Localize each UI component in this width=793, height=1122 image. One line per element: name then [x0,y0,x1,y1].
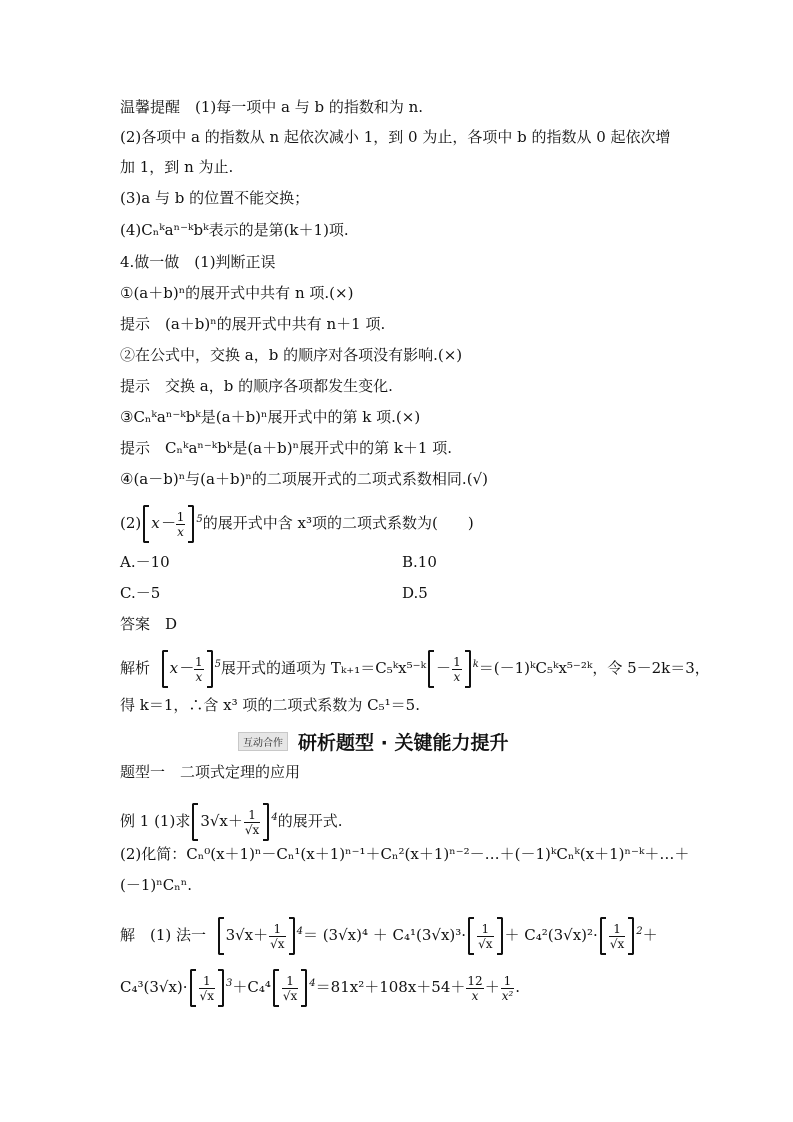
solution-line-1 [120,645,710,688]
left-paren [428,650,434,688]
term-b: ＋ C₄²(3√x)²· [504,926,598,944]
exponent-k: k [472,659,479,670]
right-paren [289,917,295,955]
tip-line-3: 加 1，到 n 为止. [120,158,234,176]
frac-num: 1 [195,654,203,669]
frac-num: 1 [199,974,215,989]
right-paren [628,917,634,955]
left-paren [468,917,474,955]
option-d: D.5 [402,584,428,602]
term-c: ＋ [642,926,658,944]
section-badge: 互动合作 [238,732,288,751]
fraction-1-over-sqrtx [199,974,215,1003]
minus-sign: － [436,659,452,677]
frac-num: 1 [269,922,285,937]
fraction-1-over-x2 [501,974,515,1003]
frac-den: √x [244,822,260,837]
fraction-1-over-x [176,510,186,539]
example-prefix: 例 1 (1)求 [120,812,191,830]
frac-num: 1 [453,654,461,669]
expr-3sqrtx-plus: 3√x＋ [200,812,243,830]
frac-num: 1 [477,922,493,937]
frac-den: x [453,669,461,684]
frac-den: x [195,669,203,684]
left-paren [600,917,606,955]
right-paren [301,969,307,1007]
left-paren [192,803,198,841]
solution-label: 解析 [120,659,151,677]
exponent: 5 [196,514,203,525]
left-paren [162,650,168,688]
question-2-prefix: (2) [120,514,142,532]
answer-line: 答案 D [120,615,178,633]
option-b: B.10 [402,553,437,571]
judge-q3: ③Cₙᵏaⁿ⁻ᵏbᵏ是(a＋b)ⁿ展开式中的第 k 项.(×) [120,408,421,426]
frac-den: √x [282,988,298,1003]
fraction-1-over-x [194,655,204,684]
left-paren [143,505,149,543]
frac-num: 1 [244,808,260,823]
fraction-1-over-sqrtx [244,808,260,837]
solution-middle: 展开式的通项为 Tₖ₊₁＝C₅ᵏx⁵⁻ᵏ [221,659,427,677]
section-title: 研析题型 · 关键能力提升 [298,731,509,754]
frac-num: 1 [609,922,625,937]
tip-line-1: 温馨提醒 (1)每一项中 a 与 b 的指数和为 n. [120,98,424,116]
term-d: C₄³(3√x)· [120,978,188,996]
exponent: 3 [225,978,233,989]
right-paren [497,917,503,955]
tip-line-2: (2)各项中 a 的指数从 n 起依次减小 1，到 0 为止，各项中 b 的指数从 0 起依次增 [120,128,671,146]
frac-den: x [471,988,479,1003]
judge-q1: ①(a＋b)ⁿ的展开式中共有 n 项.(×) [120,284,354,302]
option-a: A.－10 [120,553,170,571]
fraction-1-over-sqrtx [269,922,285,951]
fraction-1-over-sqrtx [609,922,625,951]
question-2-suffix: 的展开式中含 x³项的二项式系数为( ) [202,514,474,532]
right-paren [188,505,194,543]
fraction-1-over-x [452,655,462,684]
left-paren [218,917,224,955]
frac-den: √x [609,936,625,951]
frac-num: 1 [176,509,185,524]
example-suffix: 的展开式. [277,812,343,830]
section-header [238,726,508,756]
exponent: 2 [636,926,643,937]
solution-method-1 [120,912,680,955]
plus-sign: ＋ [484,978,500,996]
frac-num: 1 [501,974,515,989]
exponent: 4 [309,978,316,989]
judge-hint-3: 提示 Cₙᵏaⁿ⁻ᵏbᵏ是(a＋b)ⁿ展开式中的第 k＋1 项. [120,439,453,457]
option-c: C.－5 [120,584,161,602]
frac-den: √x [478,936,493,951]
term-a: ＝ (3√x)⁴ ＋ C₄¹(3√x)³· [302,926,467,944]
frac-num: 1 [282,974,298,989]
simplify-line-2: (－1)ⁿCₙⁿ. [120,876,192,894]
frac-den: √x [270,936,285,951]
fraction-12-over-x [466,974,483,1003]
solution-line-2: 得 k＝1，∴含 x³ 项的二项式系数为 C₅¹＝5. [120,696,420,714]
tip-line-5: (4)Cₙᵏaⁿ⁻ᵏbᵏ表示的是第(k＋1)项. [120,221,349,239]
judge-hint-1: 提示 (a＋b)ⁿ的展开式中共有 n＋1 项. [120,315,386,333]
term-e: ＋C₄⁴ [232,978,271,996]
practice-heading: 4.做一做 (1)判断正误 [120,253,276,271]
frac-num: 12 [467,973,483,988]
right-paren [207,650,213,688]
type-heading: 题型一 二项式定理的应用 [120,763,301,781]
judge-hint-2: 提示 交换 a，b 的顺序各项都发生变化. [120,377,393,395]
question-2 [120,500,680,543]
left-paren [190,969,196,1007]
expr-x-minus: x－ [151,514,175,532]
fraction-1-over-sqrtx [477,922,493,951]
right-paren [465,650,471,688]
fraction-1-over-sqrtx [282,974,298,1003]
exponent: 5 [214,659,222,670]
right-paren [263,803,269,841]
solution-method-1-cont [120,964,680,1007]
solution-prefix: 解 (1) 法一 [120,926,207,944]
example-1 [120,798,680,841]
period: . [515,978,521,996]
expr-x-minus: x－ [169,659,194,677]
right-paren [218,969,224,1007]
solution-end: ＝(－1)ᵏC₅ᵏx⁵⁻²ᵏ，令 5－2k＝3， [478,659,710,677]
exponent: 4 [296,926,303,937]
expr-3sqrtx-plus: 3√x＋ [225,926,269,944]
term-f: ＝81x²＋108x＋54＋ [315,978,466,996]
exponent: 4 [271,812,278,823]
simplify-line-1: (2)化简：Cₙ⁰(x＋1)ⁿ－Cₙ¹(x＋1)ⁿ⁻¹＋Cₙ²(x＋1)ⁿ⁻²－…＋(－1)ᵏCₙᵏ(x＋1)ⁿ⁻ᵏ＋…＋ [120,845,690,863]
frac-den: x [177,524,184,539]
frac-den: x² [501,988,514,1003]
left-paren [273,969,279,1007]
judge-q2: ②在公式中，交换 a，b 的顺序对各项没有影响.(×) [120,346,463,364]
tip-line-4: (3)a 与 b 的位置不能交换； [120,189,310,207]
judge-q4: ④(a－b)ⁿ与(a＋b)ⁿ的二项展开式的二项式系数相同.(√) [120,470,488,488]
frac-den: √x [199,988,214,1003]
